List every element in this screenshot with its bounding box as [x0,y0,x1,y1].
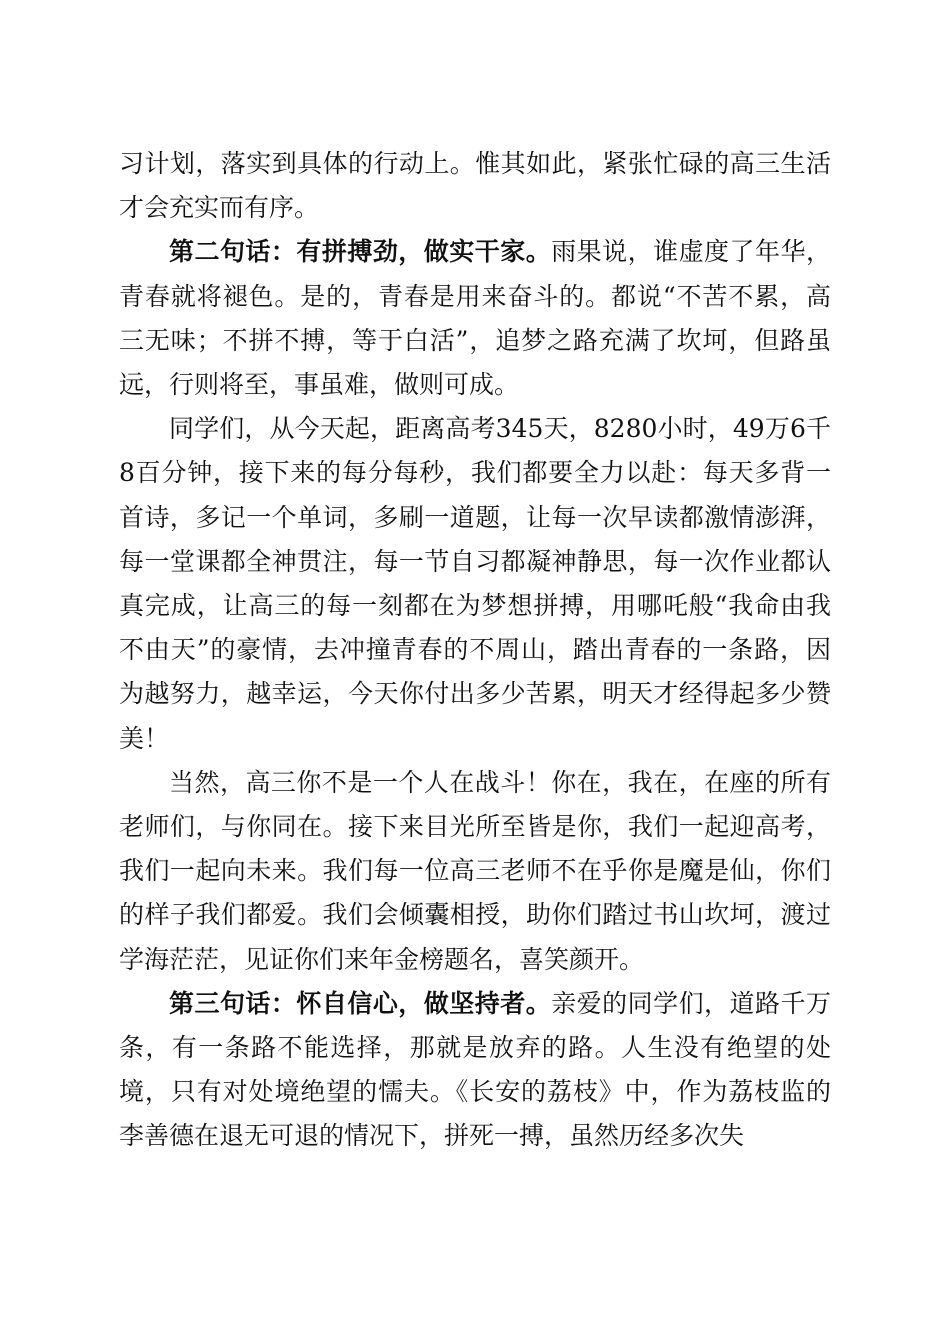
paragraph-text: 亲爱的同学们，道路千万条，有一条路不能选择，那就是放弃的路。人生没有绝望的处境，只有对处境绝望的懦夫。《长安的荔枝》中，作为荔枝监的李善德在退无可退的情况下，拼死一搏，虽然历经多次失 [119,988,831,1151]
paragraph-third-point [119,982,831,1159]
paragraph-text: 习计划，落实到具体的行动上。惟其如此，紧张忙碌的高三生活才会充实而有序。 [119,149,831,223]
paragraph-heading: 第二句话：有拼搏劲，做实干家。 [169,237,552,267]
paragraph-countdown [119,407,831,761]
paragraph-continuation [119,142,831,230]
paragraph-heading: 第三句话：怀自信心，做坚持者。 [169,988,552,1018]
body-text [119,142,831,1159]
paragraph-text: 雨果说，谁虚度了年华，青春就将褪色。是的，青春是用来奋斗的。都说“不苦不累，高三无味；不拼不搏，等于白活”，追梦之路充满了坎坷，但路虽远，行则将至，事虽难，做则可成。 [119,237,831,400]
paragraph-text: 同学们，从今天起，距离高考345天，8280小时，49万6千8百分钟，接下来的每分每秒，我们都要全力以赴：每天多背一首诗，多记一个单词，多刷一道题，让每一次早读都激情澎湃，每一堂课都全神贯注，每一节自习都凝神静思，每一次作业都认真完成，让高三的每一刻都在为梦想拼搏，用哪吒般“我命由我不由天”的豪情，去冲撞青春的不周山，踏出青春的一条路，因为越努力，越幸运，今天你付出多少苦累，明天才经得起多少赞美！ [119,414,831,753]
paragraph-second-point [119,230,831,407]
paragraph-text: 当然，高三你不是一个人在战斗！你在，我在，在座的所有老师们，与你同在。接下来目光所至皆是你，我们一起迎高考，我们一起向未来。我们每一位高三老师不在乎你是魔是仙，你们的样子我们都爱。我们会倾囊相授，助你们踏过书山坎坷，渡过学海茫茫，见证你们来年金榜题名，喜笑颜开。 [119,767,831,974]
paragraph-teachers [119,761,831,982]
